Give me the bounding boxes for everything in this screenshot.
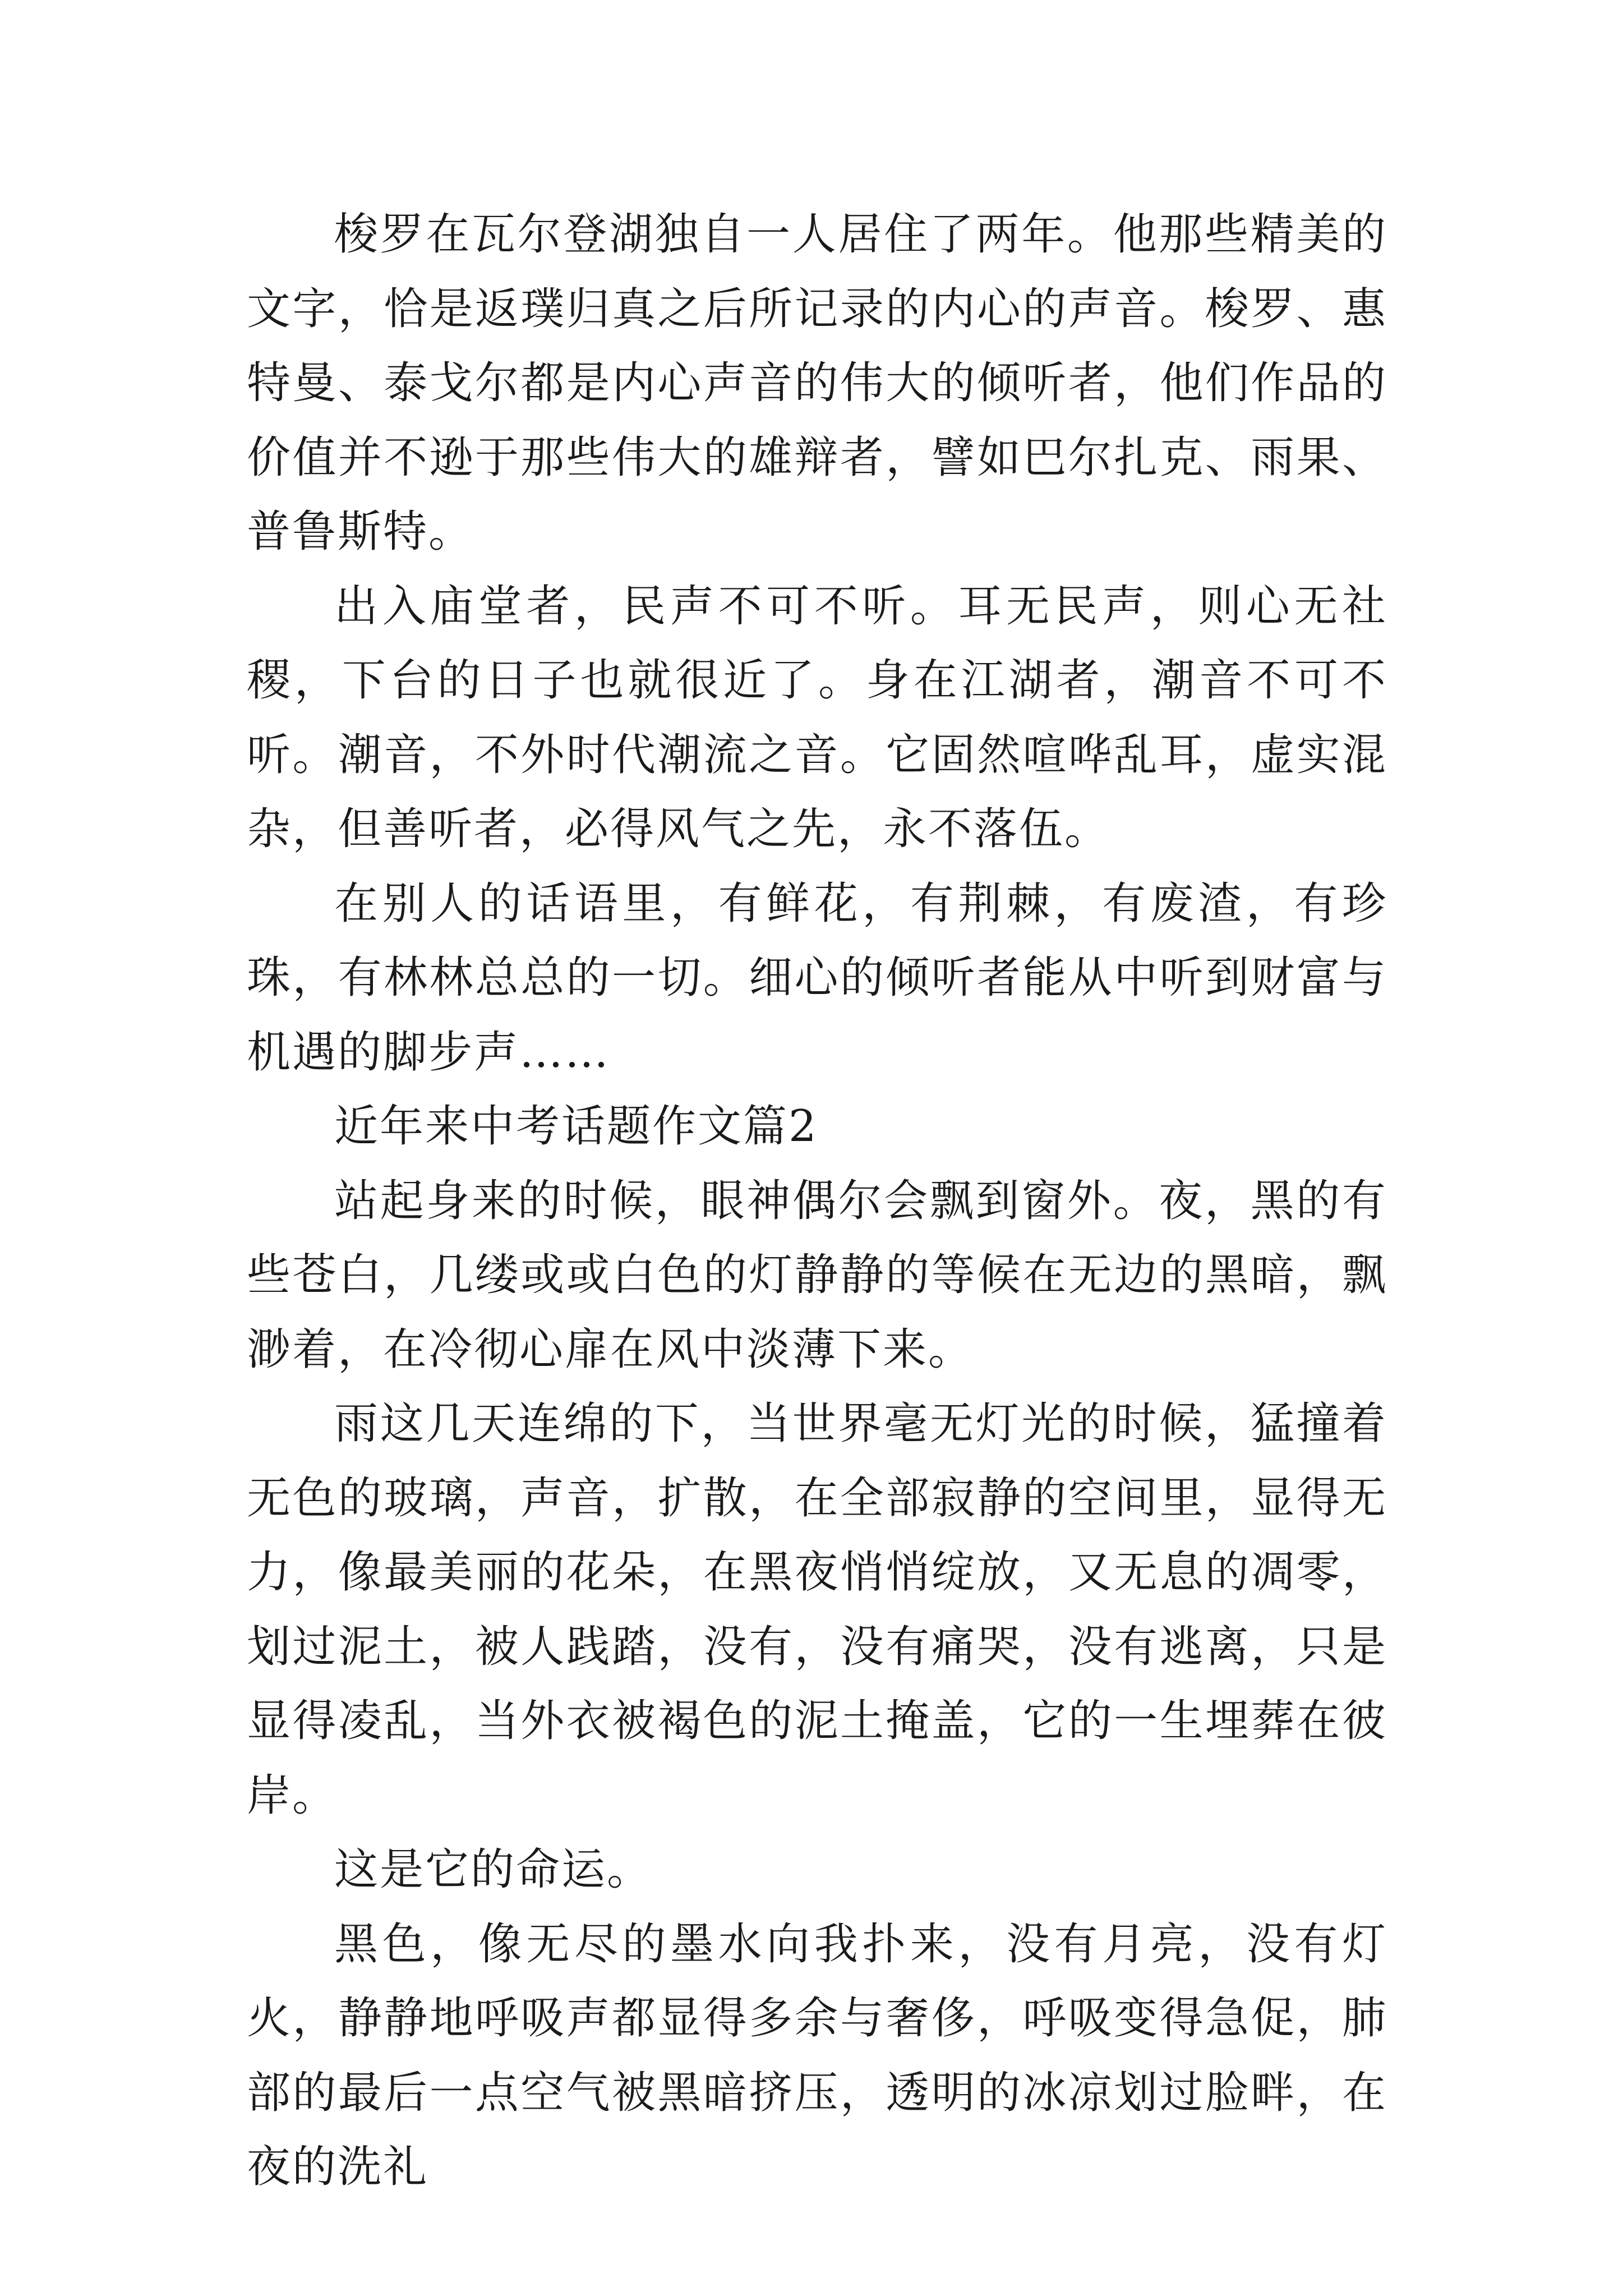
paragraph-window-night: 站起身来的时候，眼神偶尔会飘到窗外。夜，黑的有些苍白，几缕或或白色的灯静静的等候在无边的黑暗，飘渺着，在冷彻心扉在风中淡薄下来。 [247, 1175, 1387, 1375]
paragraph-fate: 这是它的命运。 [334, 1844, 653, 1895]
section-heading: 近年来中考话题作文篇2 [334, 1101, 818, 1152]
paragraph-others-words: 在别人的话语里，有鲜花，有荆棘，有废渣，有珍珠，有林林总总的一切。细心的倾听者能从中听到财富与机遇的脚步声…… [247, 878, 1387, 1078]
paragraph-rain: 雨这几天连绵的下，当世界毫无灯光的时候，猛撞着无色的玻璃，声音，扩散，在全部寂静的空间里，显得无力，像最美丽的花朵，在黑夜悄悄绽放，又无息的凋零，划过泥土，被人践踏，没有，没有痛哭，没有逃离，只是显得凌乱，当外衣被褐色的泥土掩盖，它的一生埋葬在彼岸。 [247, 1398, 1387, 1821]
paragraph-temple-and-rivers: 出入庙堂者，民声不可不听。耳无民声，则心无社稷，下台的日子也就很近了。身在江湖者，潮音不可不听。潮音，不外时代潮流之音。它固然喧哗乱耳，虚实混杂，但善听者，必得风气之先，永不落伍。 [247, 581, 1387, 854]
paragraph-black: 黑色，像无尽的墨水向我扑来，没有月亮，没有灯火，静静地呼吸声都显得多余与奢侈，呼吸变得急促，肺部的最后一点空气被黑暗挤压，透明的冰凉划过脸畔，在夜的洗礼 [247, 1918, 1387, 2192]
document-body [247, 197, 1387, 2205]
paragraph-thoreau: 梭罗在瓦尔登湖独自一人居住了两年。他那些精美的文字，恰是返璞归真之后所记录的内心的声音。梭罗、惠特曼、泰戈尔都是内心声音的伟大的倾听者，他们作品的价值并不逊于那些伟大的雄辩者，譬如巴尔扎克、雨果、普鲁斯特。 [247, 209, 1387, 557]
